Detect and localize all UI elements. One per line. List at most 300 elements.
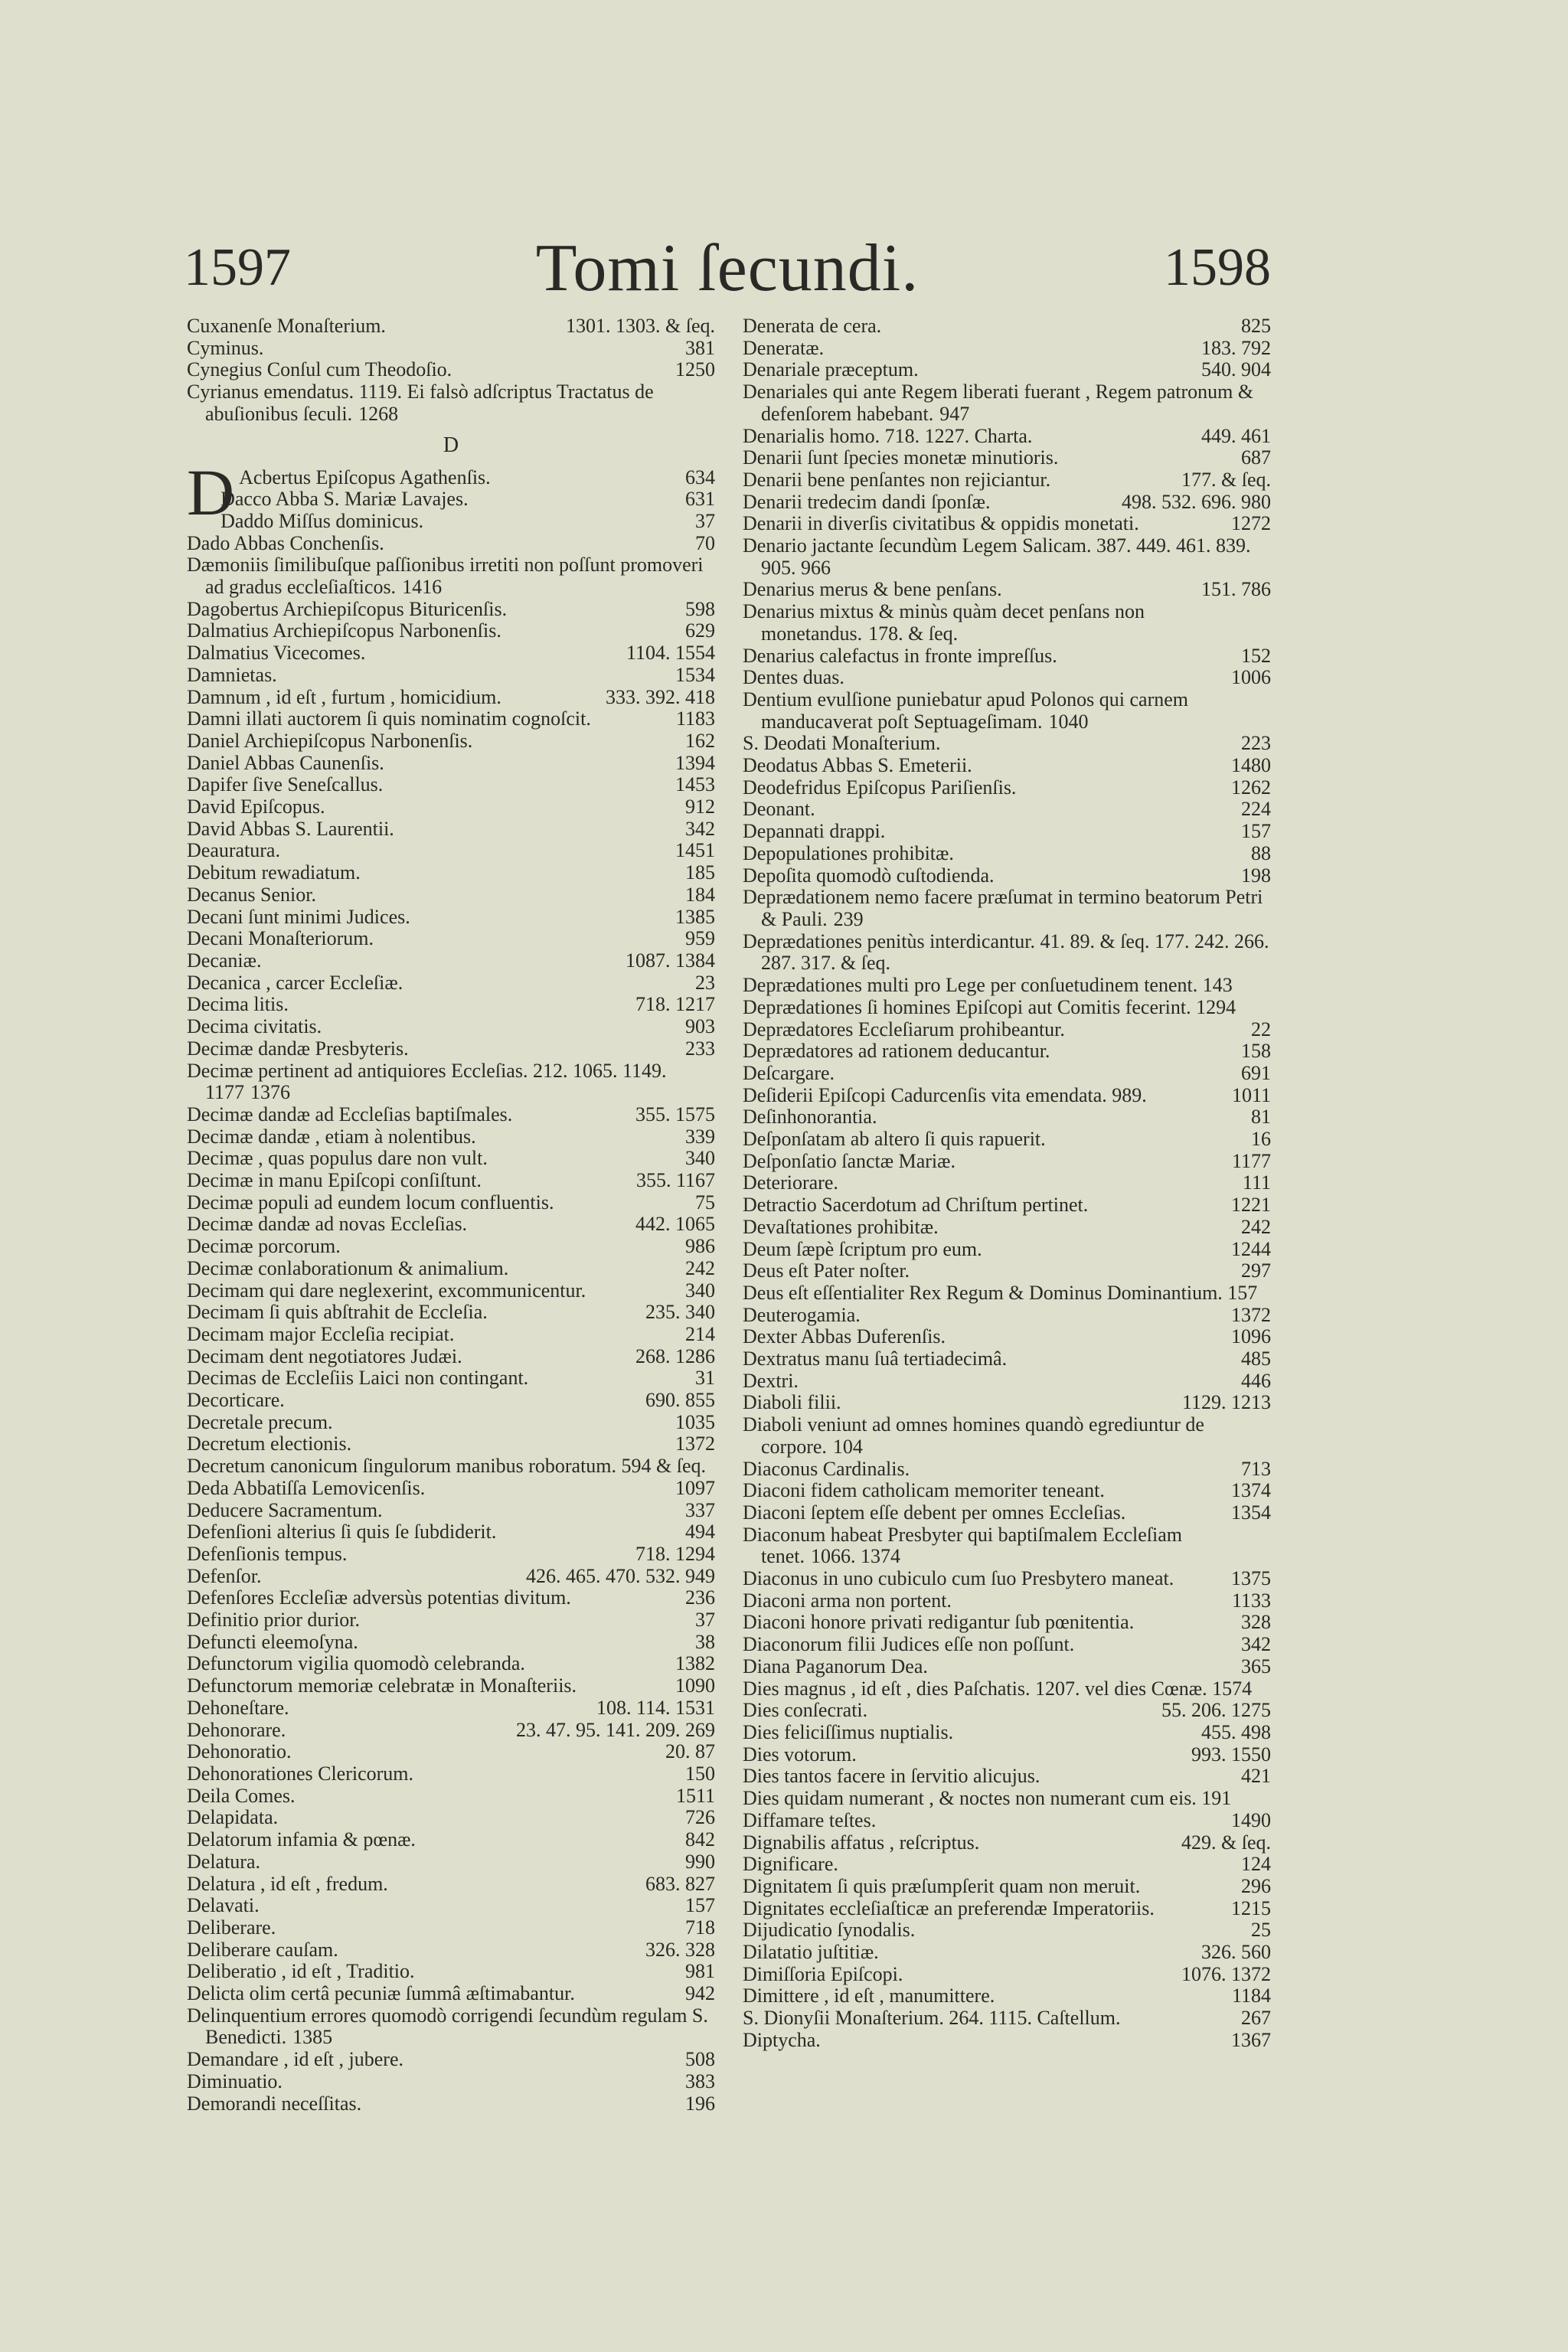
entry-ref: 986 (685, 1235, 715, 1258)
entry-label: Decimæ conlaborationum & animalium. (187, 1256, 509, 1279)
entry-label: Delatura. (187, 1850, 261, 1873)
index-column-left (187, 315, 715, 2115)
entry-ref: 1480 (1231, 754, 1271, 777)
entry-ref: 1376 (250, 1081, 291, 1104)
entry-label: Decimæ populi ad eundem locum confluentis. (187, 1191, 554, 1214)
entry-ref: 726 (685, 1806, 715, 1829)
section-letter: D (443, 433, 459, 457)
index-entry (743, 1876, 1271, 1898)
entry-label: Deſiderii Epiſcopi Cadurcenſis vita emendata. 989. (743, 1083, 1147, 1106)
entry-label: Defenſionis tempus. (187, 1542, 348, 1565)
entry-label: Delavati. (187, 1894, 260, 1917)
drop-cap: D (187, 455, 235, 529)
entry-label: Delatorum infamia & pœnæ. (187, 1828, 416, 1851)
index-entry (187, 665, 715, 687)
entry-ref: 993. 1550 (1191, 1743, 1271, 1766)
index-entry (187, 884, 715, 906)
entry-ref: 1372 (1231, 1303, 1271, 1326)
index-entry (743, 1985, 1271, 2007)
entry-label: Decimam major Eccleſia recipiat. (187, 1322, 455, 1345)
entry-label: Decimæ pertinent ad antiquiores Eccleſias. 212. 1065. 1149. 1177 (187, 1059, 667, 1104)
entry-label: Defenſores Eccleſiæ adversùs potentias divitum. (187, 1586, 571, 1609)
entry-label: Dehonoratio. (187, 1740, 292, 1763)
entry-ref: 426. 465. 470. 532. 949 (526, 1564, 715, 1587)
entry-ref: 1040 (1048, 710, 1089, 733)
index-entry (743, 535, 1271, 579)
running-title: Tomi ſecundi. (535, 231, 920, 305)
page-header (184, 230, 1271, 314)
index-entry (743, 601, 1271, 645)
entry-ref: 37 (695, 1609, 715, 1632)
entry-ref: 1097 (675, 1476, 715, 1499)
index-entry (743, 1217, 1271, 1239)
entry-ref: 1090 (675, 1674, 715, 1697)
entry-ref: 1367 (1231, 2028, 1271, 2051)
entry-label: Dignitates eccleſiaſticæ an preferendæ Imperatoriis. (743, 1896, 1155, 1919)
index-entry (743, 492, 1271, 514)
entry-label: Depopulationes prohibitæ. (743, 841, 954, 864)
index-entry (743, 821, 1271, 843)
entry-label: Definitio prior durior. (187, 1609, 361, 1632)
entry-label: Dapifer ſive Seneſcallus. (187, 773, 384, 796)
index-entry (743, 1151, 1271, 1173)
index-entry (743, 1788, 1271, 1810)
entry-ref (890, 952, 897, 974)
entry-label: Dexter Abbas Duferenſis. (743, 1325, 946, 1348)
index-entry (743, 513, 1271, 535)
entry-ref: 1375 (1231, 1567, 1271, 1590)
entry-ref: 88 (1251, 841, 1271, 864)
index-entry (187, 1939, 715, 1962)
index-entry (187, 818, 715, 841)
entry-ref: 124 (1241, 1853, 1271, 1876)
entry-label: Cuxanenſe Monaſterium. (187, 315, 386, 337)
index-entry (187, 1367, 715, 1390)
entry-label: Deprædatores Eccleſiarum prohibeantur. (743, 1018, 1065, 1040)
entry-ref: 185 (685, 861, 715, 884)
entry-label: Delatura , id eſt , fredum. (187, 1872, 388, 1895)
index-entry (187, 753, 715, 775)
entry-label: Decretum electionis. (187, 1432, 352, 1455)
entry-ref: 718. 1294 (635, 1542, 715, 1565)
entries-group-right (743, 315, 1271, 2052)
index-entry (187, 1324, 715, 1346)
entry-ref: 355. 1575 (635, 1102, 715, 1125)
index-entry (187, 1632, 715, 1654)
index-entry (187, 359, 715, 381)
entry-ref: 455. 498 (1201, 1721, 1271, 1743)
entry-ref: 242 (685, 1256, 715, 1279)
entry-label: Dimittere , id eſt , manumittere. (743, 1984, 995, 2007)
index-entry (187, 862, 715, 884)
entry-label: Diaconi ſeptem eſſe debent per omnes Eccleſias. (743, 1501, 1126, 1524)
entry-label: Diaboli veniunt ad omnes homines quandò egrediuntur de corpore. (743, 1413, 1204, 1458)
index-entry (187, 972, 715, 995)
entry-label: Diptycha. (743, 2028, 821, 2051)
entry-label: Decretale precum. (187, 1410, 333, 1433)
index-entry (743, 1040, 1271, 1063)
index-entry (187, 1763, 715, 1785)
entry-ref: 339 (685, 1125, 715, 1148)
entry-ref: 1129. 1213 (1181, 1391, 1271, 1414)
index-entry (743, 469, 1271, 492)
entry-label: Demandare , id eſt , jubere. (187, 2048, 403, 2071)
entry-ref (1231, 1787, 1237, 1809)
index-entry (187, 1983, 715, 2005)
entry-ref: 1372 (675, 1432, 715, 1455)
entry-label: Decanica , carcer Eccleſiæ. (187, 971, 403, 994)
entry-label: Denarii bene penſantes non rejiciantur. (743, 468, 1051, 491)
entry-label: Deuterogamia. (743, 1303, 861, 1326)
index-entry (743, 1590, 1271, 1612)
entry-label: Deonant. (743, 798, 815, 821)
entry-label: Deprædationem nemo facere præſumat in termino beatorum Petri & Pauli. (743, 886, 1263, 930)
entry-ref: 634 (685, 466, 715, 488)
entry-ref (706, 1455, 712, 1477)
entry-ref: 157 (685, 1894, 715, 1917)
entry-ref: 1416 (402, 576, 443, 599)
entry-ref: 629 (685, 619, 715, 642)
index-entry (743, 887, 1271, 930)
index-entry (743, 843, 1271, 865)
entry-label: Dies conſecrati. (743, 1699, 868, 1722)
index-entry (187, 1895, 715, 1917)
entry-ref: 224 (1241, 798, 1271, 821)
entry-label: Defenſioni alterius ſi quis ſe ſubdiderit. (187, 1521, 497, 1544)
entry-ref: 1035 (675, 1410, 715, 1433)
index-entry (743, 1326, 1271, 1348)
entry-ref: 183. 792 (1201, 336, 1271, 359)
entry-ref: 912 (685, 795, 715, 818)
index-entry (743, 931, 1271, 975)
entry-ref: 1215 (1231, 1896, 1271, 1919)
index-entry (743, 755, 1271, 777)
index-entry (187, 1961, 715, 1983)
entry-label: Denariales qui ante Regem liberati fuerant , Regem patronum & defenſorem habebant. (743, 381, 1254, 425)
index-entry (743, 2030, 1271, 2052)
entry-label: Decimas de Eccleſiis Laici non contingant. (187, 1367, 529, 1390)
entry-ref: 162 (685, 729, 715, 752)
index-entry (743, 315, 1271, 338)
entry-label: Dagobertus Archiepiſcopus Bituricenſis. (187, 597, 508, 620)
index-entry (743, 1106, 1271, 1129)
index-entry (187, 1478, 715, 1500)
entry-ref: 198 (1241, 864, 1271, 887)
entry-label: Denarius merus & bene penſans. (743, 578, 1002, 601)
index-entry (743, 1656, 1271, 1678)
entry-label: Diaconus in uno cubiculo cum ſuo Presbytero maneat. (743, 1567, 1174, 1590)
entry-label: Decimam qui dare neglexerint, excommunicentur. (187, 1279, 586, 1302)
index-entry (187, 1873, 715, 1896)
entry-ref: 326. 328 (645, 1938, 715, 1961)
entry-ref: 16 (1251, 1128, 1271, 1151)
entry-ref: 1382 (675, 1652, 715, 1675)
entry-label: Deus eſt Pater noſter. (743, 1259, 910, 1282)
index-entry (743, 1942, 1271, 1964)
index-entry (187, 1653, 715, 1675)
entry-ref (831, 557, 837, 579)
index-entry (187, 796, 715, 818)
entry-label: Decretum canonicum ſingulorum manibus roboratum. 594 & ſeq. (187, 1455, 707, 1478)
entry-ref: 333. 392. 418 (606, 685, 715, 708)
index-entry (743, 1832, 1271, 1854)
index-entry (743, 359, 1271, 381)
entry-label: Decaniæ. (187, 949, 262, 972)
entry-ref: 1221 (1231, 1194, 1271, 1217)
entry-label: Decima civitatis. (187, 1015, 322, 1038)
entry-label: Acbertus Epiſcopus Agathenſis. (239, 466, 491, 488)
entry-label: Depannati drappi. (743, 820, 886, 843)
index-entry (187, 599, 715, 621)
index-entry (187, 315, 715, 338)
entry-ref: 1006 (1231, 666, 1271, 689)
index-entry (743, 1348, 1271, 1370)
index-entry (187, 620, 715, 642)
entry-ref: 1534 (675, 663, 715, 686)
index-entry (187, 1302, 715, 1324)
entry-label: Dado Abbas Conchenſis. (187, 531, 384, 554)
index-entry (187, 1697, 715, 1720)
entry-label: Decimam dent negotiatores Judæi. (187, 1344, 462, 1367)
entry-ref: 326. 560 (1201, 1941, 1271, 1964)
index-entry (743, 645, 1271, 668)
entry-label: Denarii in diverſis civitatibus & oppidis monetati. (743, 512, 1139, 535)
entry-label: Decimæ dandæ ad novas Eccleſias. (187, 1213, 468, 1236)
entry-label: Dies magnus , id eſt , dies Paſchatis. 1207. vel dies Cœnæ. 1574 (743, 1677, 1253, 1700)
entry-ref: 25 (1251, 1919, 1271, 1942)
entry-label: Diaconus Cardinalis. (743, 1457, 910, 1480)
entry-label: Deſcargare. (743, 1061, 835, 1084)
entry-label: Denariale præceptum. (743, 358, 919, 381)
entry-label: Deauratura. (187, 839, 280, 862)
index-entry (187, 1126, 715, 1148)
index-entry (187, 2071, 715, 2093)
index-entry (187, 1741, 715, 1763)
entry-label: Deprædationes penitùs interdicantur. 41. 89. & ſeq. 177. 242. 266. 287. 317. & ſeq. (743, 929, 1269, 975)
index-entry (187, 338, 715, 360)
entry-ref (1257, 1282, 1263, 1304)
entry-label: Diaconorum filii Judices eſſe non poſſunt. (743, 1633, 1075, 1656)
entry-ref: 268. 1286 (635, 1344, 715, 1367)
entry-ref: 75 (695, 1191, 715, 1214)
index-entry (743, 1194, 1271, 1217)
entry-ref: 23. 47. 95. 141. 209. 269 (516, 1718, 715, 1741)
entry-ref: 151. 786 (1201, 578, 1271, 601)
entry-label: Dehonorationes Clericorum. (187, 1762, 414, 1785)
index-entry (187, 1455, 715, 1478)
index-entry (743, 975, 1271, 997)
entry-ref: 196 (685, 2092, 715, 2115)
entry-label: Dextratus manu ſuâ tertiadecimâ. (743, 1348, 1008, 1370)
entry-ref: 1011 (1231, 1083, 1271, 1106)
entry-ref: 1268 (358, 402, 399, 425)
index-entry (187, 1851, 715, 1873)
entry-ref: 508 (685, 2048, 715, 2071)
index-column-right (743, 315, 1271, 2052)
entry-label: Debitum rewadiatum. (187, 861, 361, 884)
entry-label: Defuncti eleemoſyna. (187, 1630, 358, 1653)
entry-label: Diminuatio. (187, 2069, 283, 2092)
entry-ref: 223 (1241, 732, 1271, 755)
entry-ref: 1133 (1231, 1589, 1271, 1612)
index-entry (743, 1766, 1271, 1788)
entry-ref: 1394 (675, 751, 715, 774)
entry-ref: 683. 827 (645, 1872, 715, 1895)
entry-label: Decimæ dandæ ad Eccleſias baptiſmales. (187, 1102, 513, 1125)
entry-ref: 178. & ſeq. (868, 622, 959, 645)
entry-ref: 1385 (292, 2026, 333, 2049)
index-entry (187, 1236, 715, 1258)
entry-label: Diana Paganorum Dea. (743, 1655, 928, 1677)
index-entry (743, 1260, 1271, 1282)
entry-ref: 235. 340 (645, 1301, 715, 1324)
entry-label: Devaſtationes prohibitæ. (743, 1215, 939, 1238)
entry-label: Dentium evulſione puniebatur apud Polonos qui carnem manducaverat poſt Septuageſimam. (743, 688, 1188, 733)
entry-ref: 383 (685, 2069, 715, 2092)
entry-label: Delicta olim certâ pecuniæ ſummâ æſtimabantur. (187, 1982, 575, 2005)
index-entry (187, 1412, 715, 1434)
entry-label: Cyrianus emendatus. 1119. Ei falsò adſcriptus Tractatus de abuſionibus ſeculi. (187, 381, 654, 425)
index-entry (743, 1744, 1271, 1766)
entry-ref: 842 (685, 1828, 715, 1851)
entry-label: Defunctorum memoriæ celebratæ in Monaſteriis. (187, 1674, 577, 1697)
entry-label: Deila Comes. (187, 1784, 296, 1807)
entry-label: Dignitatem ſi quis præſumpſerit quam non meruit. (743, 1874, 1141, 1897)
entry-label: David Abbas S. Laurentii. (187, 817, 394, 840)
entry-ref: 31 (695, 1367, 715, 1390)
entry-label: Dies votorum. (743, 1743, 857, 1766)
entry-ref: 342 (1241, 1633, 1271, 1656)
index-entry (743, 338, 1271, 360)
entry-label: Denarii tredecim dandi ſponſæ. (743, 490, 991, 513)
index-entry (743, 447, 1271, 469)
index-entry (187, 642, 715, 665)
entry-ref: 903 (685, 1015, 715, 1038)
entry-ref: 990 (685, 1850, 715, 1873)
index-entry (187, 687, 715, 709)
entry-ref: 297 (1241, 1259, 1271, 1282)
entry-ref: 150 (685, 1762, 715, 1785)
entry-label: Damnum , id eſt , furtum , homicidium. (187, 685, 501, 708)
index-entry (743, 1129, 1271, 1151)
entry-label: Deſponſatio ſanctæ Mariæ. (743, 1149, 956, 1172)
entry-label: Dæmoniis ſimilibuſque paſſionibus irretiti non poſſunt promoveri ad gradus eccleſiaſticos. (187, 554, 704, 599)
entry-label: Diaconum habeat Presbyter qui baptiſmalem Eccleſiam tenet. (743, 1523, 1182, 1568)
entry-ref: 631 (685, 488, 715, 511)
entry-ref: 1183 (675, 707, 715, 730)
entry-label: Decimæ dandæ Presbyteris. (187, 1037, 409, 1060)
entry-label: Deus eſt eſſentialiter Rex Regum & Dominus Dominantium. 157 (743, 1281, 1258, 1304)
entry-label: Cynegius Conſul cum Theodoſio. (187, 358, 452, 381)
entry-ref: 177. & ſeq. (1181, 468, 1271, 491)
index-entry (187, 1829, 715, 1851)
index-entry (187, 840, 715, 862)
index-entry (187, 1038, 715, 1060)
index-entry (743, 1919, 1271, 1942)
index-entry (743, 1019, 1271, 1041)
entry-ref: 1184 (1231, 1984, 1271, 2007)
entry-ref: 442. 1065 (635, 1213, 715, 1236)
entry-label: Denarius mixtus & minùs quàm decet penſans non monetandus. (743, 600, 1145, 645)
entry-ref: 1096 (1231, 1325, 1271, 1348)
entry-label: Deteriorare. (743, 1171, 838, 1194)
entry-ref: 1272 (1231, 512, 1271, 535)
index-entry (743, 579, 1271, 601)
index-entry (187, 1060, 715, 1104)
index-entry (187, 1544, 715, 1566)
entry-label: Diaconi fidem catholicam memoriter teneant. (743, 1479, 1105, 1502)
entry-label: Decimam ſi quis abſtrahit de Eccleſia. (187, 1301, 488, 1324)
entry-label: S. Deodati Monaſterium. (743, 732, 941, 755)
entry-label: Dalmatius Archiepiſcopus Narbonenſis. (187, 619, 501, 642)
entry-ref: 111 (1242, 1171, 1271, 1194)
entry-ref: 152 (1241, 644, 1271, 667)
index-entry (743, 1700, 1271, 1722)
entry-label: Denerata de cera. (743, 315, 882, 337)
index-entry (743, 426, 1271, 448)
entry-ref: 959 (685, 927, 715, 950)
index-entry (743, 1568, 1271, 1590)
index-entry (743, 1392, 1271, 1414)
entry-label: Damni illati auctorem ſi quis nominatim cognoſcit. (187, 707, 591, 730)
entry-ref: 691 (1241, 1061, 1271, 1084)
entry-ref: 355. 1167 (635, 1169, 715, 1192)
entry-ref: 236 (685, 1586, 715, 1609)
entry-label: Decani Monaſteriorum. (187, 927, 374, 950)
entry-ref: 1244 (1231, 1237, 1271, 1260)
entry-label: Deum ſæpè ſcriptum pro eum. (743, 1237, 982, 1260)
entry-label: Deprædatores ad rationem deducantur. (743, 1040, 1050, 1063)
index-entry (187, 1390, 715, 1412)
entry-label: Defenſor. (187, 1564, 262, 1587)
index-entry (743, 1524, 1271, 1568)
entry-label: Dalmatius Vicecomes. (187, 642, 366, 665)
index-entry (743, 777, 1271, 799)
index-entry (187, 2093, 715, 2115)
entry-ref: 942 (685, 1982, 715, 2005)
entry-ref: 981 (685, 1960, 715, 1983)
entry-label: Dimiſſoria Epiſcopi. (743, 1962, 903, 1985)
index-entry (187, 511, 715, 533)
entry-ref: 1374 (1231, 1479, 1271, 1502)
index-entry (187, 1587, 715, 1609)
index-entry (187, 950, 715, 972)
entry-label: Denario jactante ſecundùm Legem Salicam. 387. 449. 461. 839. 905. 966 (743, 534, 1251, 579)
index-entry (743, 865, 1271, 887)
index-entry (743, 1480, 1271, 1502)
entry-label: Decimæ in manu Epiſcopi conſiſtunt. (187, 1169, 482, 1192)
index-entry (187, 1785, 715, 1808)
entry-label: Cyminus. (187, 336, 264, 359)
index-entry (187, 1675, 715, 1697)
entry-ref: 239 (833, 907, 864, 930)
index-entry (743, 1612, 1271, 1634)
index-entry (743, 1063, 1271, 1085)
entry-ref: 81 (1251, 1106, 1271, 1129)
entry-label: Dehoneſtare. (187, 1696, 289, 1719)
entry-label: Dies quidam numerant , & noctes non numerant cum eis. 191 (743, 1787, 1232, 1810)
index-entry (187, 1192, 715, 1214)
entry-label: Dextri. (743, 1369, 799, 1392)
index-entry (187, 774, 715, 796)
entry-label: Decimæ porcorum. (187, 1235, 341, 1258)
index-entry (187, 1170, 715, 1192)
entry-label: Daniel Archiepiſcopus Narbonenſis. (187, 729, 473, 752)
entry-label: Dacco Abba S. Mariæ Lavajes. (220, 488, 469, 511)
index-entry (187, 1566, 715, 1588)
index-entry (743, 1502, 1271, 1524)
entry-ref: 342 (685, 817, 715, 840)
